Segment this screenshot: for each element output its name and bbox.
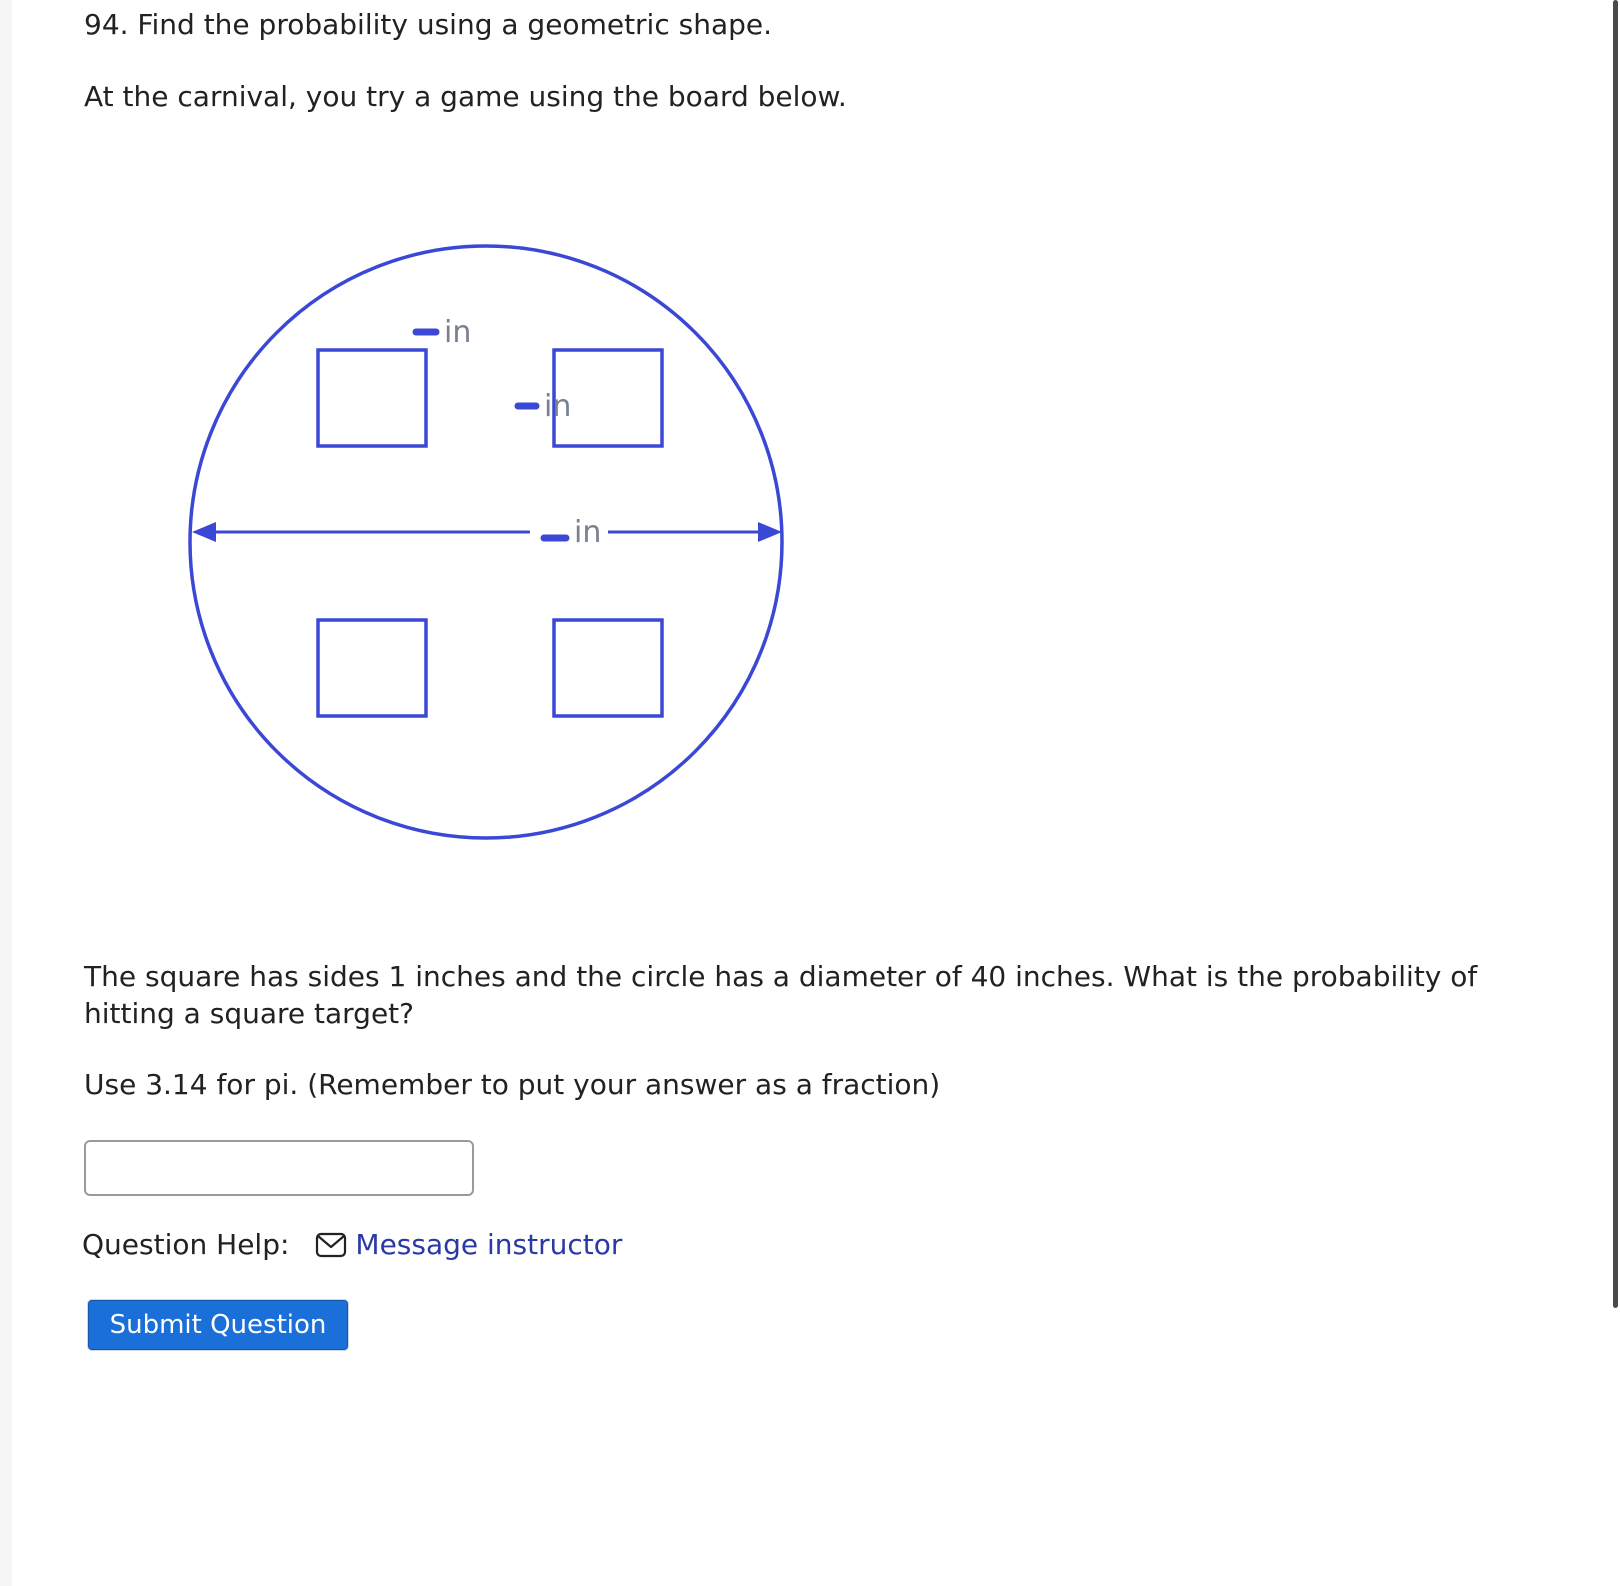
diameter-arrow-right (758, 522, 782, 542)
square-target-bottom-right (554, 620, 662, 716)
gap-label-unit: in (544, 389, 572, 424)
question-help (82, 1228, 622, 1261)
answer-input[interactable] (84, 1140, 474, 1196)
scrollbar[interactable] (1613, 0, 1618, 1308)
question-help-label: Question Help: (82, 1228, 290, 1261)
diameter-arrow-left (192, 522, 216, 542)
side-label-unit: in (444, 315, 472, 350)
problem-statement: The square has sides 1 inches and the circle has a diameter of 40 inches. What is the probability of hitting a square target? (84, 960, 1478, 1030)
square-target-bottom-left (318, 620, 426, 716)
question-title: 94. Find the probability using a geometric shape. (84, 8, 773, 41)
pi-note: Use 3.14 for pi. (Remember to put your answer as a fraction) (84, 1068, 941, 1101)
board-diagram (180, 230, 800, 850)
question-intro: At the carnival, you try a game using the board below. (84, 80, 847, 113)
message-instructor-link[interactable]: Message instructor (355, 1228, 623, 1261)
square-target-top-left (318, 350, 426, 446)
carnival-board-figure (180, 230, 800, 850)
diameter-label-unit: in (574, 515, 602, 550)
left-margin-strip (0, 0, 12, 1586)
board-circle (190, 246, 782, 838)
mail-icon[interactable] (315, 1232, 347, 1258)
submit-question-button[interactable]: Submit Question (88, 1300, 348, 1350)
